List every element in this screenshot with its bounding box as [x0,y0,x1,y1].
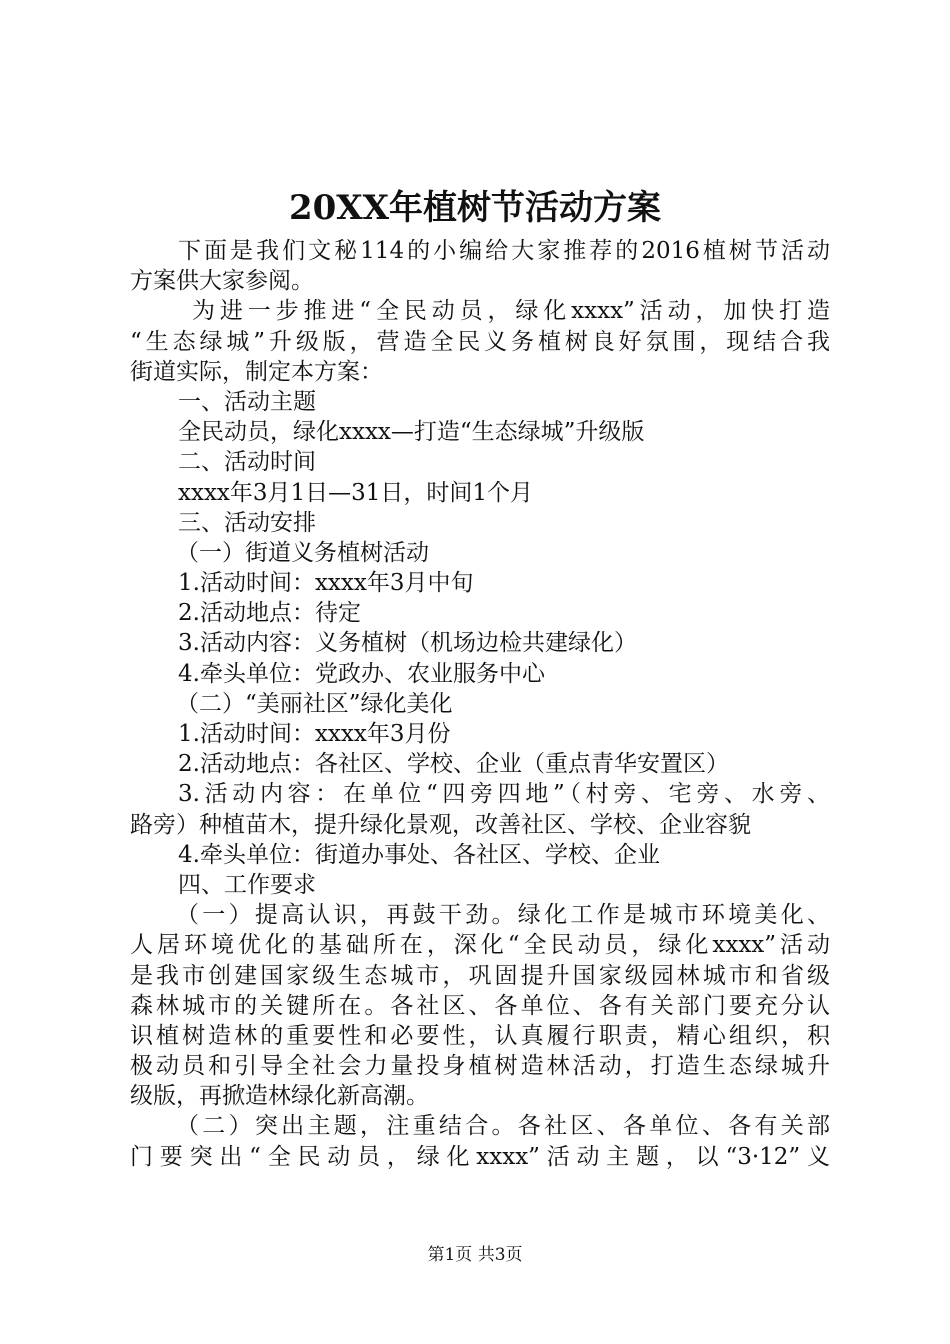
paragraph-line: 极动员和引导全社会力量投身植树造林活动，打造生态绿城升 [130,1053,830,1080]
document-body [130,236,830,1172]
list-item: 2.活动地点：各社区、学校、企业（重点青华安置区） [178,751,729,778]
paragraph-line: 门要突出“全民动员，绿化xxxx”活动主题，以“3·12”义 [130,1143,830,1170]
paragraph-line: 街道实际，制定本方案： [130,358,383,385]
list-item: 路旁）种植苗木，提升绿化景观，改善社区、学校、企业容貌 [130,811,751,838]
paragraph-line: 为进一步推进“全民动员，绿化xxxx”活动，加快打造 [192,298,830,325]
list-item: 4.牵头单位：党政办、农业服务中心 [178,660,545,687]
list-item: 1.活动时间：xxxx年3月中旬 [178,570,474,597]
page-footer: 第1页 共3页 [427,1245,523,1265]
section-heading: 四、工作要求 [178,871,316,898]
subsection-heading: （二）“美丽社区”绿化美化 [176,690,453,717]
paragraph-line: xxxx年3月1日—31日，时间1个月 [178,479,534,506]
paragraph-line: 识植树造林的重要性和必要性，认真履行职责，精心组织，积 [130,1022,830,1049]
list-item: 3.活动内容：义务植树（机场边检共建绿化） [178,630,637,657]
paragraph-line: （一）提高认识，再鼓干劲。绿化工作是城市环境美化、 [176,902,830,929]
paragraph-line: “生态绿城”升级版，营造全民义务植树良好氛围，现结合我 [130,328,830,355]
paragraph-line: 下面是我们文秘114的小编给大家推荐的2016植树节活动 [178,238,830,264]
paragraph-line: 是我市创建国家级生态城市，巩固提升国家级园林城市和省级 [130,962,830,989]
list-item: 4.牵头单位：街道办事处、各社区、学校、企业 [178,841,660,868]
section-heading: 三、活动安排 [178,509,316,536]
paragraph-line: 森林城市的关键所在。各社区、各单位、各有关部门要充分认 [130,992,830,1019]
section-heading: 二、活动时间 [178,449,316,476]
document-title: 20XX年植树节活动方案 [288,188,662,228]
paragraph-line: 级版，再掀造林绿化新高潮。 [130,1083,429,1110]
paragraph-line: 全民动员，绿化xxxx—打造“生态绿城”升级版 [178,419,645,446]
list-item: 1.活动时间：xxxx年3月份 [178,721,451,747]
subsection-heading: （一）街道义务植树活动 [176,539,429,566]
paragraph-line: （二）突出主题，注重结合。各社区、各单位、各有关部 [176,1113,830,1140]
paragraph-line: 方案供大家参阅。 [130,268,314,295]
list-item: 2.活动地点：待定 [178,600,361,627]
section-heading: 一、活动主题 [178,388,316,415]
paragraph-line: 人居环境优化的基础所在，深化“全民动员，绿化xxxx”活动 [130,932,830,959]
list-item: 3.活动内容：在单位“四旁四地”（村旁、宅旁、水旁、 [178,781,830,808]
